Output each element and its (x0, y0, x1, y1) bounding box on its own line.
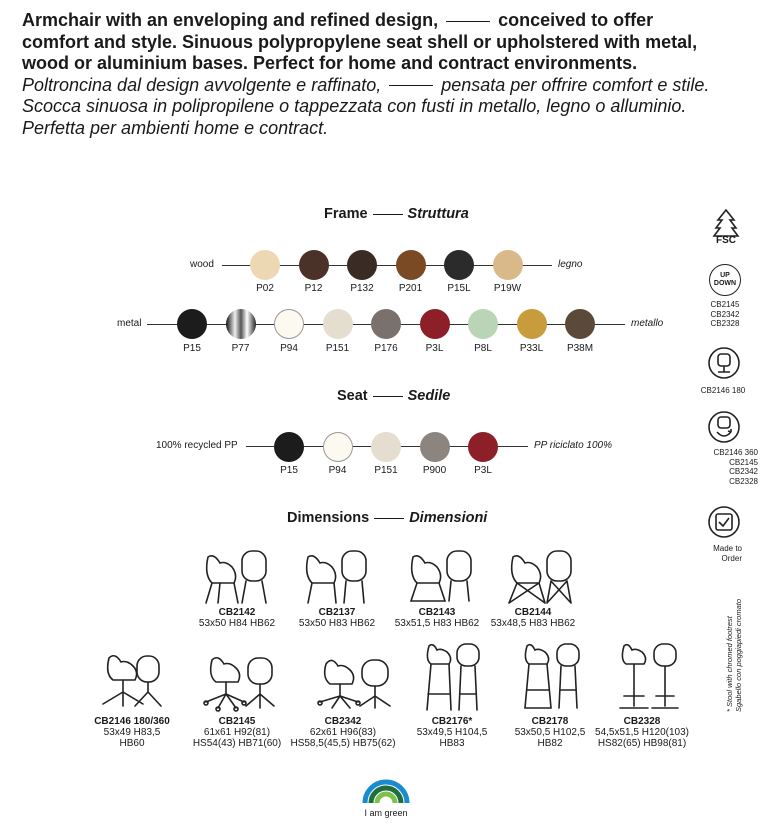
wood-swatch-p132 (347, 250, 377, 280)
model-code: CB2176* (431, 716, 473, 727)
dimension-values: HS54(43) HB71(60) (192, 738, 282, 749)
cb2143-drawing (411, 551, 471, 601)
model-code: CB2142 (218, 607, 256, 618)
up-down-label-down: DOWN (713, 280, 737, 287)
swivel-code: CB2342 (729, 467, 758, 476)
swivel-180-label: CB2146 180 (700, 386, 746, 395)
metal-code-label: P33L (519, 343, 544, 354)
frame-title-it: Struttura (407, 206, 469, 222)
model-code: CB2328 (623, 716, 661, 727)
cb2146-drawing (103, 656, 161, 706)
wood-code-label: P201 (398, 283, 423, 294)
dimension-values: 61x61 H92(81) (203, 727, 271, 738)
dimension-values: 53x50 H83 HB62 (298, 618, 376, 629)
cb2142-drawing (206, 551, 266, 603)
chair-drawings-row2 (95, 640, 695, 712)
metal-code-label: P15 (183, 343, 201, 354)
cb2342-drawing (318, 660, 390, 708)
metal-code-label: P8L (474, 343, 492, 354)
seat-label-en: 100% recycled PP (156, 440, 238, 451)
updown-code: CB2145 (710, 300, 740, 309)
swivel-code: CB2328 (729, 476, 758, 486)
made-to-order-line: Order (721, 553, 742, 563)
model-code: CB2146 180/360 (94, 716, 170, 727)
metal-swatch-p151 (323, 309, 353, 339)
metal-swatch-p33l (517, 309, 547, 339)
frame-title (324, 206, 469, 222)
dimensions-title (287, 510, 487, 526)
dimension-values: 53x49,5 H104,5 (416, 727, 488, 738)
dimension-values: HB82 (537, 738, 563, 749)
seat-code-label: P3L (474, 465, 492, 476)
seat-swatch-p900 (420, 432, 450, 462)
dimension-values: 53x49 H83,5 (103, 727, 161, 738)
wood-code-label: P12 (304, 283, 323, 294)
seat-swatch-p15 (274, 432, 304, 462)
dimensions-title-en: Dimensions (287, 510, 370, 526)
dimension-values: HS58,5(45,5) HB75(62) (290, 738, 396, 749)
wood-code-label: P19W (493, 283, 522, 294)
dimension-values: HB60 (119, 738, 145, 749)
wood-code-label: P132 (350, 283, 374, 294)
metal-code-label: P151 (325, 343, 350, 354)
swivel-360-codes (688, 448, 758, 486)
i-am-green-logo-icon (361, 773, 411, 805)
wood-swatch-p19w (493, 250, 523, 280)
seat-title-it: Sedile (407, 388, 451, 404)
metal-code-label: P94 (280, 343, 298, 354)
metal-code-label: P38M (566, 343, 594, 354)
model-code: CB2137 (318, 607, 356, 618)
i-am-green-label: I am green (364, 808, 408, 818)
seat-swatch-p94 (323, 432, 353, 462)
dimension-cb2146-180-360 (72, 716, 192, 749)
metal-swatch-p77 (226, 309, 256, 339)
seat-code-label: P900 (422, 465, 447, 476)
stool-note-it: Sgabello con poggiapiedi cromato (734, 599, 743, 712)
metal-label: metal (117, 318, 142, 329)
dimension-cb2145 (177, 716, 297, 749)
model-code: CB2144 (514, 607, 552, 618)
cb2176-drawing (427, 644, 479, 710)
updown-code: CB2342 (710, 309, 740, 319)
dimension-values: 62x61 H96(83) (309, 727, 377, 738)
metal-swatch-p8l (468, 309, 498, 339)
metal-swatch-p38m (565, 309, 595, 339)
wood-label: wood (190, 259, 214, 270)
up-down-label-up: UP (720, 272, 730, 279)
metal-code-label: P3L (425, 343, 444, 354)
dimension-values: HB83 (439, 738, 465, 749)
fsc-label: FSC (716, 235, 736, 246)
made-to-order-label (700, 544, 742, 563)
seat-swatch-p3l (468, 432, 498, 462)
dimensions-title-it: Dimensioni (409, 510, 488, 526)
wood-swatch-p12 (299, 250, 329, 280)
metal-code-label: P176 (374, 343, 398, 354)
model-code: CB2178 (531, 716, 569, 727)
stool-note (725, 562, 743, 712)
intro-text (22, 10, 712, 139)
wood-swatch-p15l (444, 250, 474, 280)
updown-codes (700, 300, 750, 329)
wood-code-label: P15L (447, 283, 471, 294)
metal-swatch-p3l (420, 309, 450, 339)
cb2144-drawing (509, 551, 571, 603)
dimension-values: 53x51,5 H83 HB62 (394, 618, 480, 629)
swivel-360-icon (707, 410, 741, 444)
stool-note-en: * Stool with chromed footrest (725, 616, 734, 712)
dimension-values: HS82(65) HB98(81) (597, 738, 687, 749)
model-code: CB2342 (324, 716, 362, 727)
model-code: CB2145 (218, 716, 256, 727)
dimension-cb2328 (582, 716, 702, 749)
dimension-cb2144 (473, 607, 593, 629)
seat-title-en: Seat (337, 388, 368, 404)
dimension-values: 53x50 H84 HB62 (198, 618, 276, 629)
dash-separator (446, 21, 490, 22)
swivel-180-icon (707, 346, 741, 380)
model-code: CB2143 (418, 607, 456, 618)
frame-title-en: Frame (324, 206, 368, 222)
seat-code-label: P15 (280, 465, 298, 476)
wood-swatch-p201 (396, 250, 426, 280)
seat-swatch-p151 (371, 432, 401, 462)
swivel-code: CB2145 (729, 457, 758, 467)
dimension-values: 53x48,5 H83 HB62 (490, 618, 576, 629)
legno-label: legno (558, 259, 583, 270)
up-down-icon (709, 264, 741, 296)
intro-it: Poltroncina dal design avvolgente e raffinato, pensata per offrire comfort e stile. Scocca sinuosa in polipropilene o tappezzata con fusti in metallo, legno o alluminio. Perfetta per ambienti home e contract. (22, 74, 710, 138)
metal-code-label: P77 (231, 343, 250, 354)
swivel-code: CB2146 360 (713, 448, 758, 457)
updown-code: CB2328 (710, 319, 740, 328)
dimension-values: 54,5x51,5 H120(103) (595, 727, 689, 738)
seat-code-label: P94 (328, 465, 347, 476)
made-to-order-line: Made to (713, 544, 742, 553)
metallo-label: metallo (631, 318, 664, 329)
metal-swatch-p94 (274, 309, 304, 339)
dimension-values: 53x50,5 H102,5 (514, 727, 586, 738)
intro-en: Armchair with an enveloping and refined design, conceived to offer comfort and style. Sinuous polypropylene seat shell or upholstered with metal, wood or aluminium bases. Perfect for home and contract environments. (22, 10, 698, 73)
seat-label-it: PP riciclato 100% (534, 440, 612, 451)
seat-code-label: P151 (374, 465, 398, 476)
metal-swatch-p176 (371, 309, 401, 339)
made-to-order-icon (707, 505, 741, 539)
cb2328-drawing (620, 644, 678, 708)
metal-swatch-p15 (177, 309, 207, 339)
seat-title (337, 388, 450, 404)
chair-drawings-row1 (190, 545, 585, 605)
cb2178-drawing (525, 644, 579, 708)
wood-swatch-p02 (250, 250, 280, 280)
cb2137-drawing (307, 551, 366, 603)
cb2145-drawing (204, 658, 274, 711)
wood-code-label: P02 (256, 283, 274, 294)
dash-separator (389, 85, 433, 86)
dimension-cb2342 (283, 716, 403, 749)
